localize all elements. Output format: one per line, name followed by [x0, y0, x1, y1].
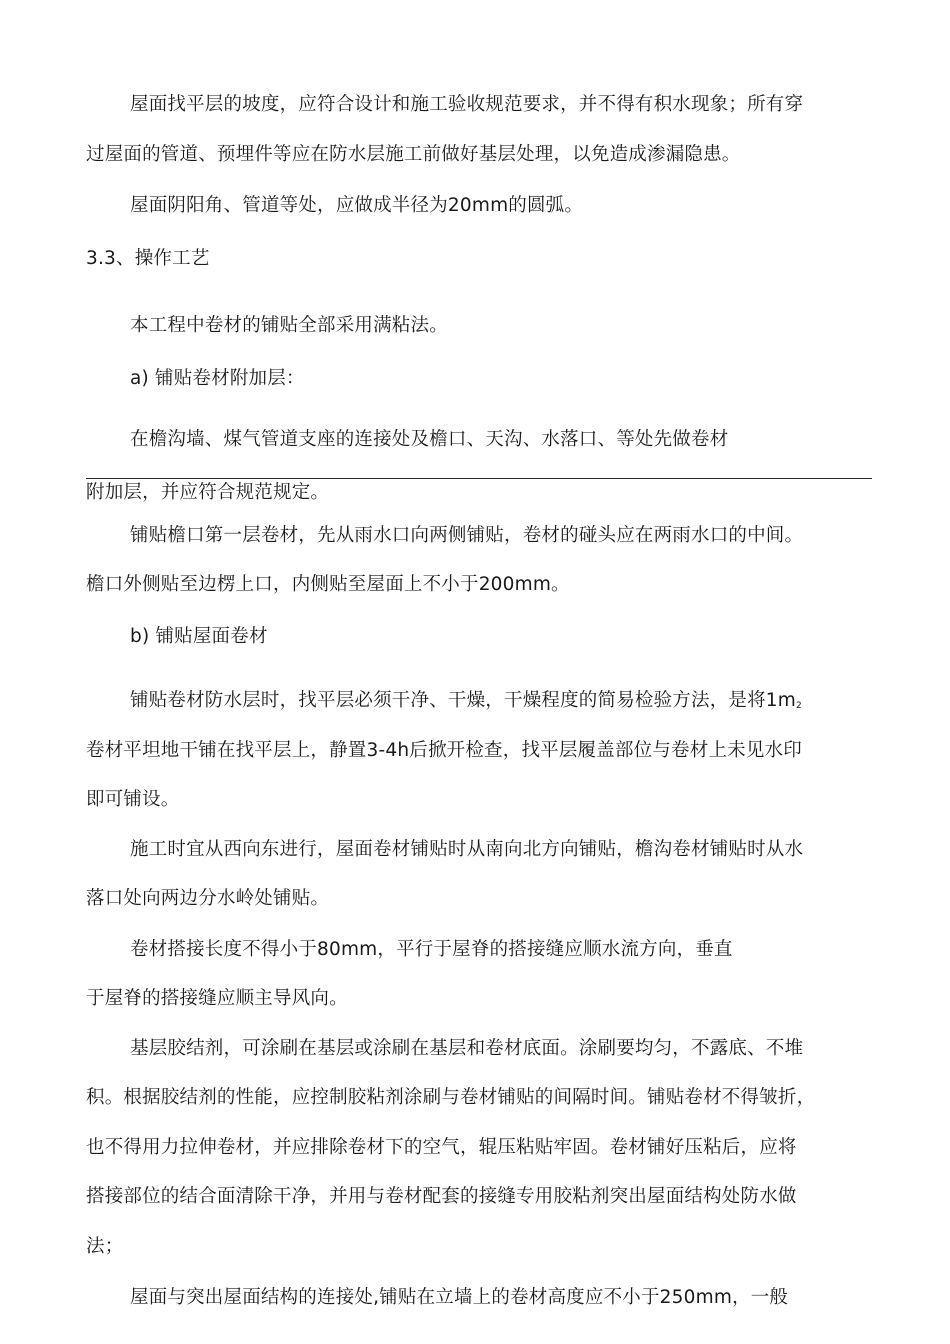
text-line: 施工时宜从西向东进行，屋面卷材铺贴时从南向北方向铺贴，檐沟卷材铺贴时从水 — [130, 839, 804, 860]
text-line: 卷材平坦地干铺在找平层上，静置3-4h后掀开检查，找平层履盖部位与卷材上未见水印 — [86, 740, 802, 761]
text-line: 也不得用力拉伸卷材，并应排除卷材下的空气，辊压粘贴牢固。卷材铺好压粘后，应将 — [86, 1137, 797, 1158]
text-line: 屋面找平层的坡度，应符合设计和施工验收规范要求，并不得有积水现象；所有穿 — [130, 94, 804, 115]
section-heading: 3.3、操作工艺 — [86, 248, 210, 269]
text-line: 即可铺设。 — [86, 789, 180, 810]
horizontal-rule — [86, 478, 872, 479]
list-item-heading: b) 铺贴屋面卷材 — [130, 626, 268, 647]
text-line: 附加层，并应符合规范规定。 — [86, 482, 330, 503]
text-line: 法； — [86, 1236, 124, 1257]
text-line: 屋面阴阳角、管道等处，应做成半径为20mm的圆弧。 — [130, 195, 584, 216]
text-line: 屋面与突出屋面结构的连接处,铺贴在立墙上的卷材高度应不小于250mm，一般 — [130, 1287, 789, 1308]
text-line: 积。根据胶结剂的性能，应控制胶粘剂涂刷与卷材铺贴的间隔时间。铺贴卷材不得皱折， — [86, 1087, 816, 1108]
text-line: 于屋脊的搭接缝应顺主导风向。 — [86, 988, 348, 1009]
text-segment: 铺贴卷材防水层时，找平层必须干净、干燥，干燥程度的简易检验方法，是将1m — [130, 690, 796, 711]
text-line: 铺贴檐口第一层卷材，先从雨水口向两侧铺贴，卷材的碰头应在两雨水口的中间。 — [130, 525, 804, 546]
text-line: 基层胶结剂，可涂刷在基层或涂刷在基层和卷材底面。涂刷要均匀，不露底、不堆 — [130, 1038, 804, 1059]
text-line: 落口处向两边分水岭处铺贴。 — [86, 888, 330, 909]
text-line: 卷材搭接长度不得小于80mm，平行于屋脊的搭接缝应顺水流方向，垂直 — [130, 939, 733, 960]
list-item-heading: a) 铺贴卷材附加层： — [130, 368, 305, 389]
text-line-with-superscript — [130, 688, 802, 719]
text-line: 搭接部位的结合面清除干净，并用与卷材配套的接缝专用胶粘剂突出屋面结构处防水做 — [86, 1186, 797, 1207]
superscript-mark: 2 — [796, 701, 802, 711]
text-line: 在檐沟墙、煤气管道支座的连接处及檐口、天沟、水落口、等处先做卷材 — [130, 429, 729, 450]
text-line: 本工程中卷材的铺贴全部采用满粘法。 — [130, 315, 448, 336]
text-line: 过屋面的管道、预埋件等应在防水层施工前做好基层处理，以免造成渗漏隐患。 — [86, 144, 741, 165]
text-line: 檐口外侧贴至边楞上口，内侧贴至屋面上不小于200mm。 — [86, 574, 570, 595]
